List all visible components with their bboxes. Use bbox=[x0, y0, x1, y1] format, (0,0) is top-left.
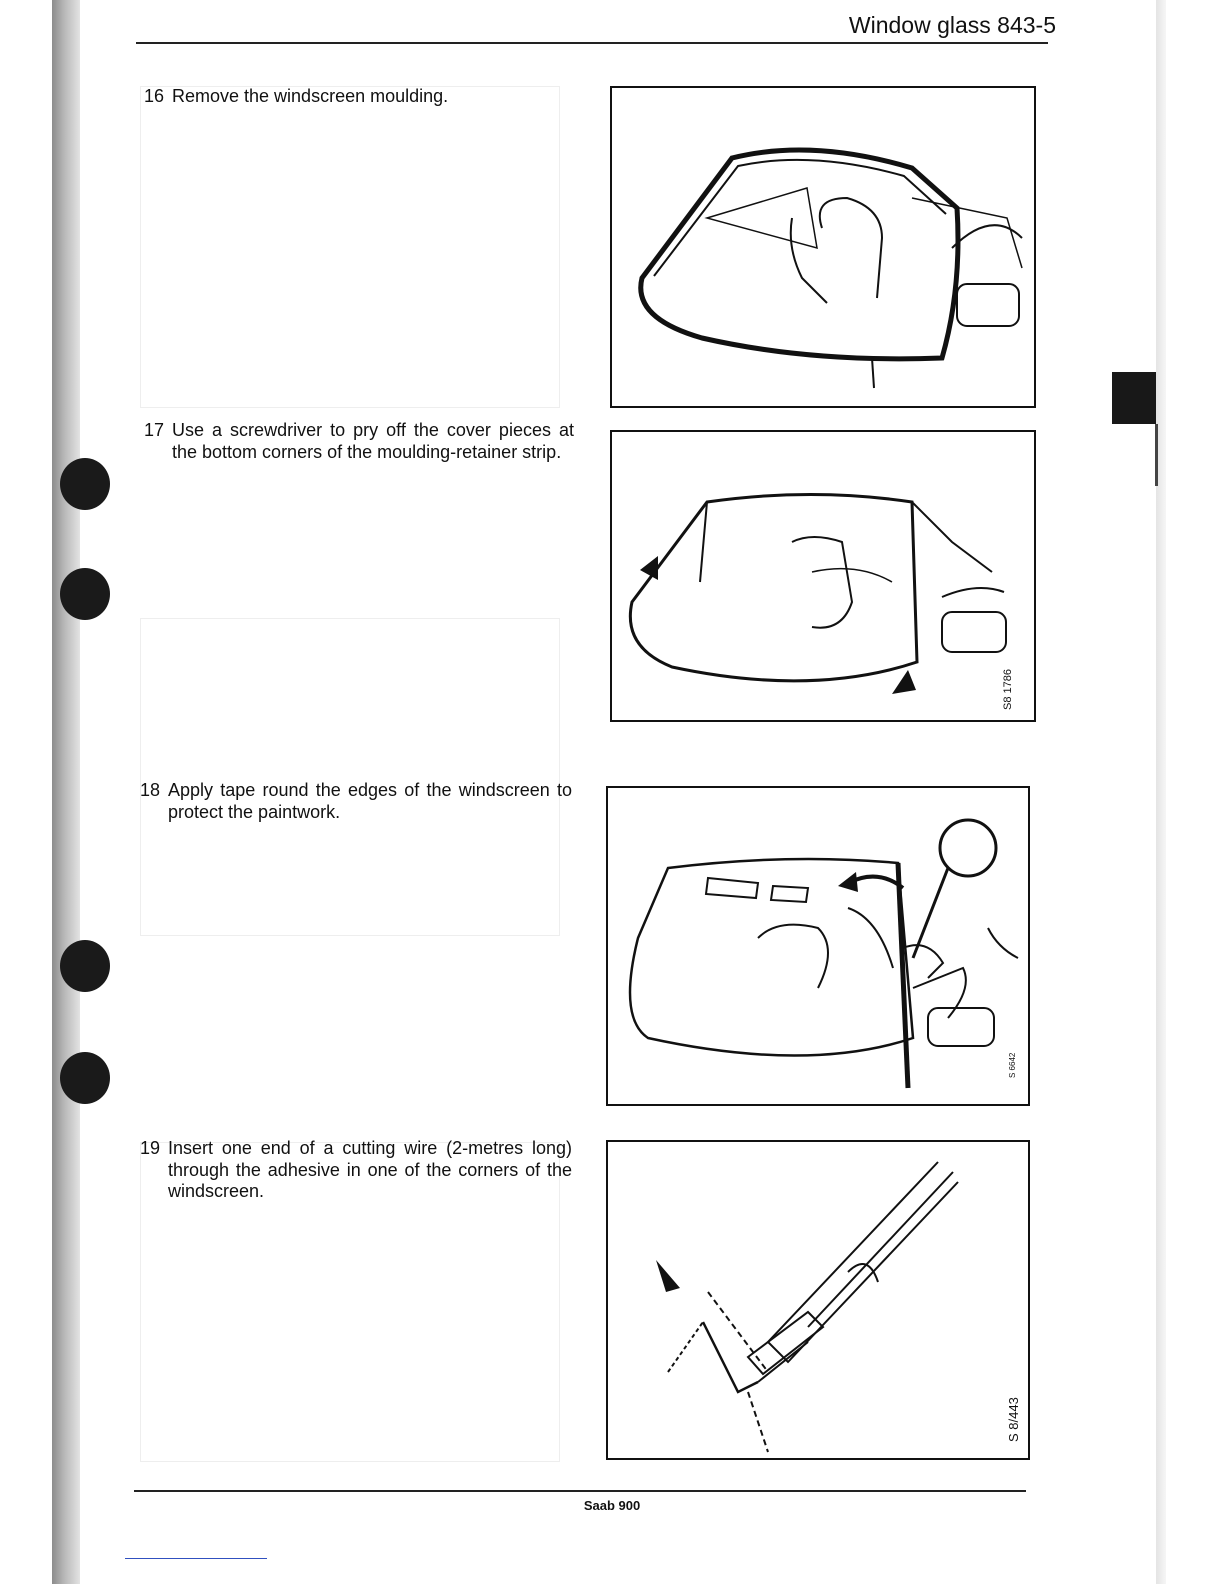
binder-hole bbox=[60, 940, 110, 992]
page-edge bbox=[1156, 0, 1166, 1584]
arrow-icon bbox=[656, 1260, 680, 1292]
binder-strip bbox=[52, 0, 80, 1584]
step-text: Remove the windscreen moulding. bbox=[172, 86, 449, 106]
arrow-icon bbox=[838, 872, 858, 892]
step-number: 16 bbox=[144, 86, 165, 106]
arrow-icon bbox=[892, 670, 916, 694]
windscreen-illustration bbox=[612, 88, 1034, 406]
arrow-icon bbox=[640, 556, 658, 580]
figure-cover-pieces bbox=[610, 430, 1036, 722]
step-text: Use a screwdriver to pry off the cover pieces at the bottom corners of the moulding-retainer strip. bbox=[172, 420, 574, 462]
binder-hole bbox=[60, 568, 110, 620]
windscreen-illustration bbox=[608, 788, 1028, 1104]
step-16 bbox=[144, 86, 574, 108]
section-tab-marker bbox=[1155, 424, 1158, 486]
step-number: 18 bbox=[140, 780, 161, 800]
bleed-through-box bbox=[140, 618, 560, 936]
cutting-wire-illustration bbox=[608, 1142, 1028, 1458]
step-text: Apply tape round the edges of the windscreen to protect the paintwork. bbox=[168, 780, 572, 822]
figure-cutting-wire bbox=[606, 1140, 1030, 1460]
binder-hole bbox=[60, 1052, 110, 1104]
section-tab bbox=[1112, 372, 1156, 424]
figure-code: S8 1786 bbox=[1002, 669, 1014, 710]
footer-rule bbox=[134, 1490, 1026, 1492]
figure-tape-edges bbox=[606, 786, 1030, 1106]
step-number: 19 bbox=[140, 1138, 161, 1158]
step-18 bbox=[140, 780, 572, 823]
step-text: Insert one end of a cutting wire (2-metres long) through the adhesive in one of the corners of the windscreen. bbox=[168, 1138, 572, 1201]
step-19 bbox=[140, 1138, 572, 1203]
step-number: 17 bbox=[144, 420, 165, 440]
windscreen-illustration bbox=[612, 432, 1034, 720]
binder-hole bbox=[60, 458, 110, 510]
step-17 bbox=[144, 420, 574, 463]
footer-label: Saab 900 bbox=[583, 1498, 641, 1513]
header-rule bbox=[136, 42, 1048, 44]
figure-code: S 6642 bbox=[1008, 1052, 1017, 1078]
figure-moulding-removal bbox=[610, 86, 1036, 408]
page-title: Window glass 843-5 bbox=[848, 12, 1056, 38]
footnote-line bbox=[125, 1558, 267, 1559]
bleed-through-box bbox=[140, 86, 560, 408]
figure-code: S 8/443 bbox=[1006, 1397, 1021, 1442]
